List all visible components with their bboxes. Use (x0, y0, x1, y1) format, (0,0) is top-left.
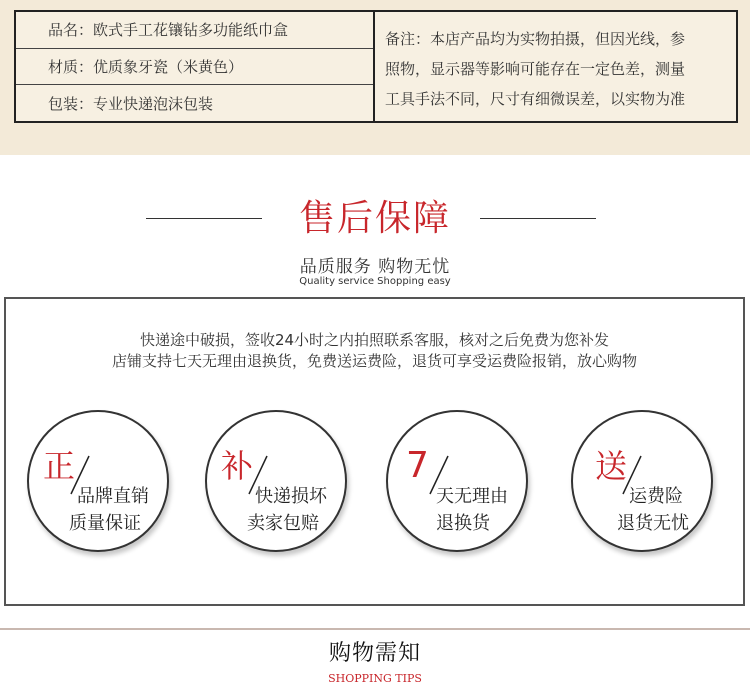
badge-line1: 品牌直销 (77, 486, 149, 507)
tips-divider (0, 628, 750, 630)
after-sales-subtitle-en: Quality service Shopping easy (299, 276, 451, 287)
guarantee-panel (4, 297, 745, 606)
badge-line1: 运费险 (629, 486, 683, 507)
note-line: 照物，显示器等影响可能存在一定色差，测量 (385, 60, 686, 78)
product-info-band (0, 0, 750, 155)
product-note (375, 12, 736, 121)
policy-line: 快递途中破损，签收24小时之内拍照联系客服，核对之后免费为您补发 (139, 331, 610, 349)
policy-line: 店铺支持七天无理由退换货，免费送运费险，退货可享受运费险报销，放心购物 (111, 352, 637, 370)
spec-name: 品名：欧式手工花镶钻多功能纸巾盒 (48, 21, 289, 40)
badge-reissue (205, 410, 347, 552)
free-gift-icon: 送 (595, 447, 628, 485)
badge-line2: 卖家包赔 (247, 513, 319, 534)
after-sales-subtitle: 品质服务 购物无忧 (299, 257, 451, 277)
shopping-tips-title: 购物需知 (328, 641, 421, 666)
badge-line1: 快递损坏 (255, 486, 327, 507)
badge-line1: 天无理由 (436, 486, 508, 507)
badge-shipping-insurance (571, 410, 713, 552)
badge-line2: 退货无忧 (617, 513, 689, 534)
after-sales-title: 售后保障 (298, 198, 451, 239)
note-line: 备注：本店产品均为实物拍摄，但因光线，参 (385, 30, 686, 48)
genuine-icon: 正 (43, 447, 76, 485)
seven-day-icon: 7 (406, 445, 429, 486)
shopping-tips-title-en: SHOPPING TIPS (328, 672, 422, 685)
spec-material: 材质：优质象牙瓷（米黄色） (16, 48, 373, 85)
badge-genuine (27, 410, 169, 552)
note-line: 工具手法不同，尺寸有细微误差，以实物为准 (385, 90, 686, 108)
reissue-icon: 补 (221, 447, 254, 485)
product-spec-column (16, 12, 375, 121)
badge-line2: 退换货 (436, 513, 490, 534)
badge-line2: 质量保证 (69, 513, 141, 534)
product-info-table (14, 10, 738, 123)
badge-seven-day (386, 410, 528, 552)
spec-packaging: 包装：专业快递泡沫包装 (16, 84, 373, 121)
